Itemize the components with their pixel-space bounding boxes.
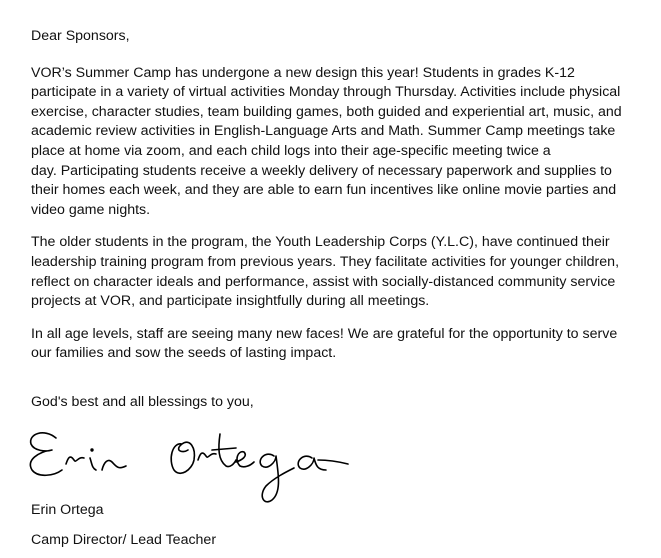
- closing-line: God's best and all blessings to you,: [31, 394, 254, 410]
- paragraph-line: leadership training program from previous years. They facilitate activities for younger children,: [31, 253, 620, 270]
- paragraph-line: The older students in the program, the Youth Leadership Corps (Y.L.C), have continued their: [31, 234, 610, 251]
- paragraph-line: participate in a variety of virtual activities Monday through Thursday. Activities include physical: [31, 84, 621, 101]
- greeting: Dear Sponsors,: [31, 28, 130, 44]
- paragraph-line: their homes each week, and they are able to earn fun incentives like online movie parties and: [31, 182, 617, 199]
- paragraph-summer-camp: [31, 64, 651, 221]
- letter-body: [31, 27, 651, 377]
- paragraph-line: VOR’s Summer Camp has undergone a new design this year! Students in grades K-12: [31, 64, 575, 81]
- signer-name: Erin Ortega: [31, 502, 104, 518]
- paragraph-line: projects at VOR, and participate insightfully during all meetings.: [31, 293, 430, 310]
- handwritten-signature: [22, 420, 362, 510]
- paragraph-line: video game nights.: [31, 201, 151, 218]
- paragraph-line: In all age levels, staff are seeing many new faces! We are grateful for the opportunity to serve: [31, 325, 618, 342]
- paragraph-line: exercise, character studies, team building games, both guided and experiential art, music, and: [31, 103, 622, 120]
- paragraph-ylc: [31, 233, 651, 311]
- paragraph-line: day. Participating students receive a weekly delivery of necessary paperwork and supplies to: [31, 162, 612, 179]
- paragraph-line: academic review activities in English-Language Arts and Math. Summer Camp meetings take: [31, 123, 616, 140]
- paragraph-line: place at home via zoom, and each child logs into their age-specific meeting twice a: [31, 142, 551, 159]
- paragraph-line: our families and sow the seeds of lasting impact.: [31, 345, 337, 362]
- paragraph-line: reflect on character ideals and performance, assist with socially-distanced community service: [31, 273, 616, 290]
- signer-title: Camp Director/ Lead Teacher: [31, 532, 217, 548]
- paragraph-staff: [31, 325, 651, 364]
